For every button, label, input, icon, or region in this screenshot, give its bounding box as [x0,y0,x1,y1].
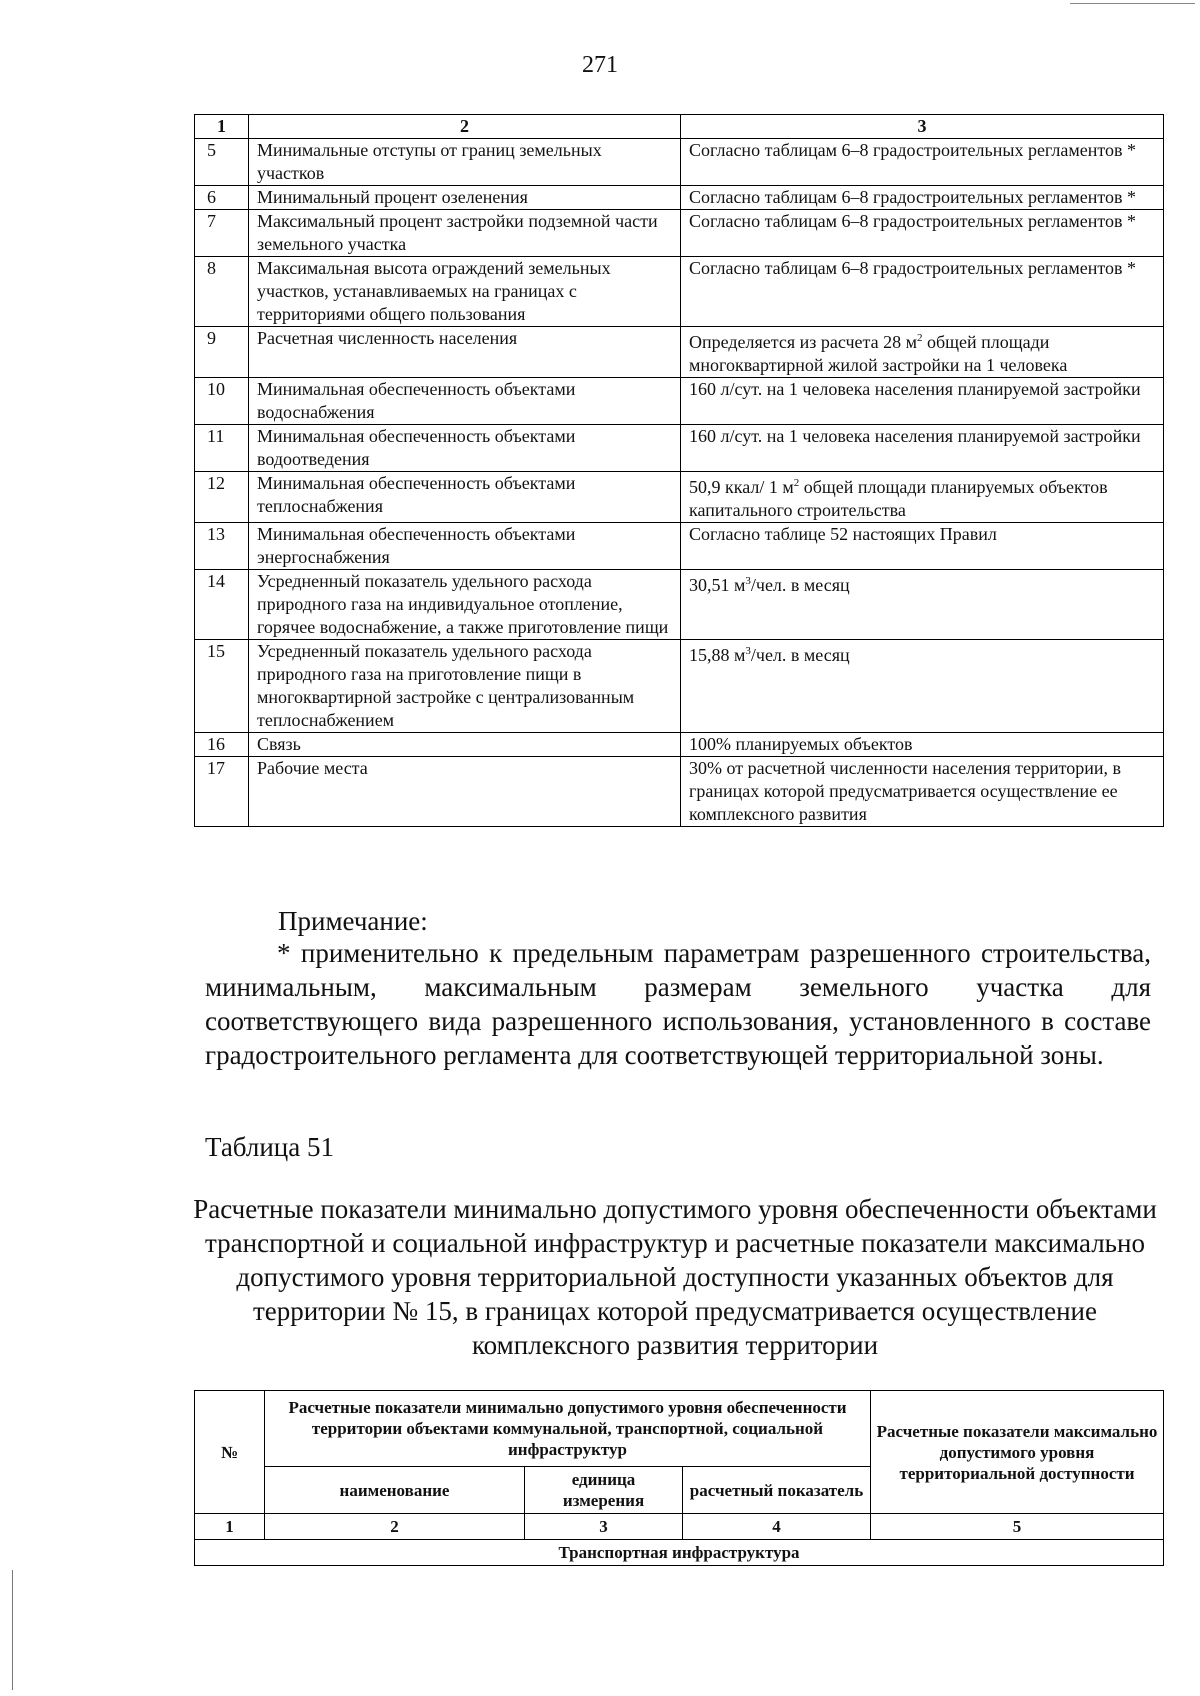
row-number: 15 [195,640,249,733]
table-row [195,570,1164,640]
value-superscript: 3 [745,645,751,657]
parameter-name: Минимальная обеспеченность объектами водоснабжения [249,378,681,425]
value-superscript: 2 [793,477,800,489]
value-text: 50,9 ккал/ 1 м [689,477,794,497]
column-number: 5 [871,1514,1164,1540]
value-superscript: 2 [917,332,923,344]
parameter-value: Согласно таблицам 6–8 градостроительных регламентов * [681,210,1164,257]
row-number: 6 [195,186,249,210]
parameter-name: Максимальная высота ограждений земельных участков, устанавливаемых на границах с территориями общего пользования [249,257,681,327]
col-value-header: расчетный показатель [683,1467,871,1514]
parameter-name: Минимальная обеспеченность объектами энергоснабжения [249,523,681,570]
value-text: общей площади планируемых объектов капитального строительства [689,477,1108,520]
col-number-header: № [195,1391,265,1514]
parameters-table [194,114,1164,827]
col-name-header: наименование [265,1467,525,1514]
table-row [195,210,1164,257]
header-cell: 2 [249,115,681,139]
column-number: 3 [525,1514,683,1540]
value-text: 15,88 м [689,645,746,665]
col-unit-header: единица измерения [525,1467,683,1514]
table-row [195,139,1164,186]
table-row [195,733,1164,757]
row-number: 16 [195,733,249,757]
parameter-value [681,472,1164,523]
parameter-name: Усредненный показатель удельного расхода природного газа на приготовление пищи в многоквартирной застройке с централизованным теплоснабжением [249,640,681,733]
header-cell: 1 [195,115,249,139]
value-text: общей площади многоквартирной жилой застройки на 1 человека [689,332,1068,375]
col-access-header: Расчетные показатели максимально допустимого уровня территориальной доступности [871,1391,1164,1514]
value-text: Определяется из расчета 28 м [689,332,918,352]
row-number: 14 [195,570,249,640]
parameter-name: Минимальная обеспеченность объектами теплоснабжения [249,472,681,523]
parameter-value: Согласно таблице 52 настоящих Правил [681,523,1164,570]
parameter-name: Минимальные отступы от границ земельных участков [249,139,681,186]
parameter-value: Согласно таблицам 6–8 градостроительных регламентов * [681,186,1164,210]
row-number: 7 [195,210,249,257]
parameter-value [681,570,1164,640]
parameter-value: 30% от расчетной численности населения территории, в границах которой предусматривается осуществление ее комплексного развития [681,757,1164,827]
scan-edge-line [12,1570,13,1690]
scan-edge-line [1070,3,1195,4]
table-row [195,640,1164,733]
parameter-name: Рабочие места [249,757,681,827]
table-header-row [195,1391,1164,1467]
column-number: 4 [683,1514,871,1540]
table-row [195,257,1164,327]
row-number: 12 [195,472,249,523]
parameter-value: 160 л/сут. на 1 человека населения планируемой застройки [681,378,1164,425]
row-number: 13 [195,523,249,570]
parameter-name: Минимальная обеспеченность объектами водоотведения [249,425,681,472]
parameter-value: 100% планируемых объектов [681,733,1164,757]
value-superscript: 3 [745,575,751,587]
column-number: 1 [195,1514,265,1540]
table-title: Расчетные показатели минимально допустимого уровня обеспеченности объектами транспортной и социальной инфраструктур и расчетные показатели максимально допустимого уровня территориальной доступности указанных объектов для территории № 15, в границах которой предусматривается осуществление комплексного развития территории [193,1194,1157,1360]
value-text: 30,51 м [689,575,746,595]
parameter-name: Усредненный показатель удельного расхода природного газа на индивидуальное отопление, горячее водоснабжение, а также приготовление пищи [249,570,681,640]
column-number-row [195,1514,1164,1540]
table-row [195,425,1164,472]
table-row [195,327,1164,378]
parameter-name: Максимальный процент застройки подземной части земельного участка [249,210,681,257]
table-header-row [195,115,1164,139]
table-row [195,186,1164,210]
parameter-value: Согласно таблицам 6–8 градостроительных регламентов * [681,139,1164,186]
note-heading: Примечание: [278,906,428,936]
col-group-header: Расчетные показатели минимально допустимого уровня обеспеченности территории объектами коммунальной, транспортной, социальной инфраструктур [265,1391,871,1467]
row-number: 10 [195,378,249,425]
parameter-name: Минимальный процент озеленения [249,186,681,210]
row-number: 17 [195,757,249,827]
row-number: 11 [195,425,249,472]
parameter-name: Расчетная численность населения [249,327,681,378]
table-label: Таблица 51 [205,1132,334,1162]
indicators-table [194,1390,1164,1566]
parameter-value: Согласно таблицам 6–8 градостроительных регламентов * [681,257,1164,327]
row-number: 5 [195,139,249,186]
table-row [195,378,1164,425]
row-number: 8 [195,257,249,327]
parameter-value [681,327,1164,378]
row-number: 9 [195,327,249,378]
value-text: /чел. в месяц [750,575,850,595]
value-text: /чел. в месяц [750,645,850,665]
section-title: Транспортная инфраструктура [195,1540,1164,1566]
parameter-value [681,640,1164,733]
column-number: 2 [265,1514,525,1540]
table-row [195,472,1164,523]
note-text: * применительно к предельным параметрам разрешенного строительства, минимальным, максимальным размерам земельного участка для соответствующего вида разрешенного использования, установленного в составе градостроительного регламента для соответствующей территориальной зоны. [205,938,1151,1070]
parameter-value: 160 л/сут. на 1 человека населения планируемой застройки [681,425,1164,472]
section-row [195,1540,1164,1566]
page-number: 271 [582,52,618,78]
table-row [195,523,1164,570]
parameter-name: Связь [249,733,681,757]
table-row [195,757,1164,827]
header-cell: 3 [681,115,1164,139]
